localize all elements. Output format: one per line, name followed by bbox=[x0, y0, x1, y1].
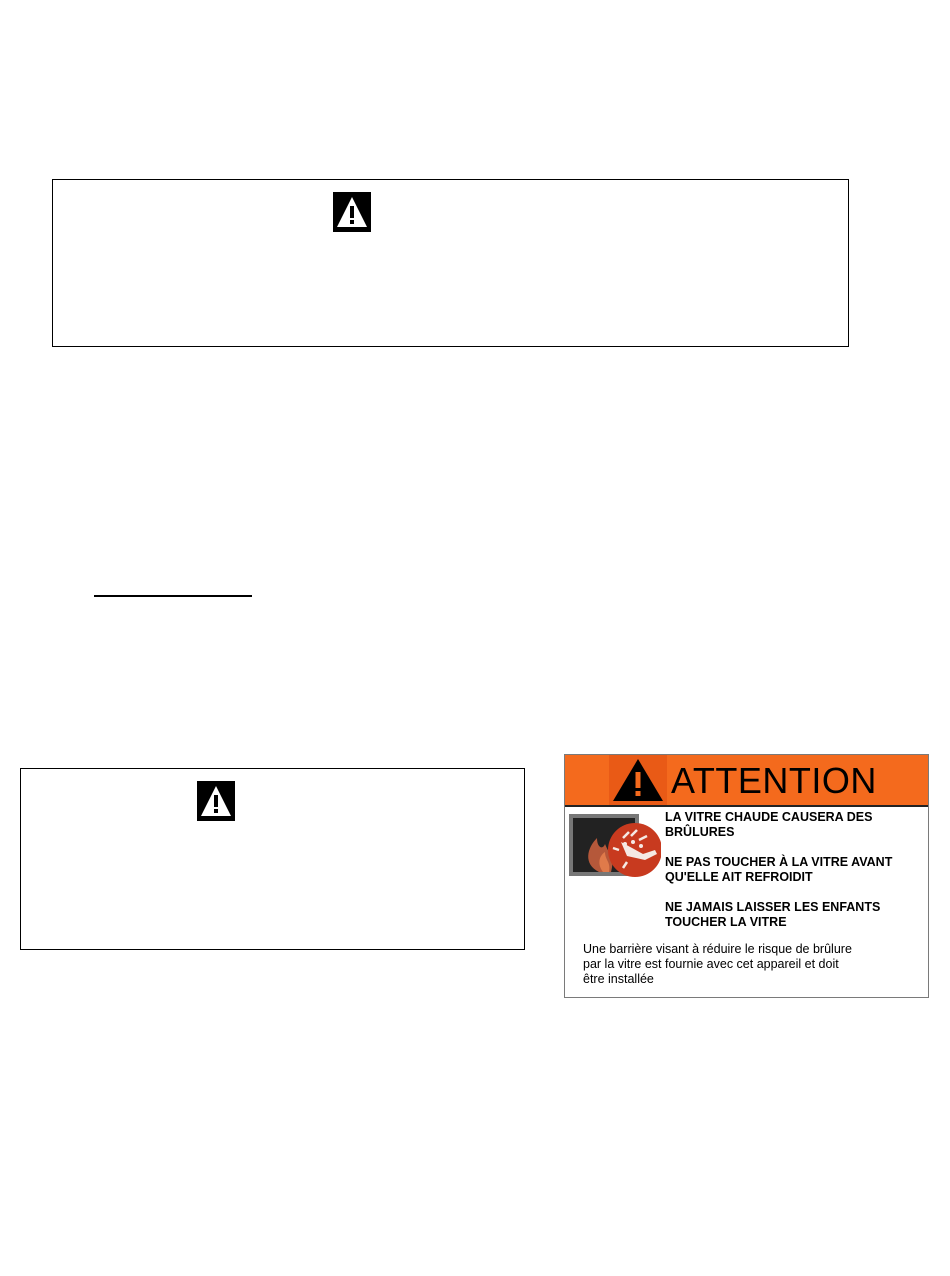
attention-body-line: par la vitre est fournie avec cet appareil et doit bbox=[583, 957, 839, 971]
attention-warning-line: NE PAS TOUCHER À LA VITRE AVANT bbox=[665, 855, 893, 869]
attention-warning-line: LA VITRE CHAUDE CAUSERA DES bbox=[665, 810, 873, 824]
warning-triangle-icon bbox=[333, 192, 371, 232]
section-heading-underline bbox=[94, 595, 252, 597]
hot-glass-burn-icon bbox=[569, 814, 661, 878]
warning-box-top bbox=[52, 179, 849, 347]
attention-heading: ATTENTION bbox=[671, 760, 877, 801]
attention-body-line: Une barrière visant à réduire le risque de brûlure bbox=[583, 942, 852, 956]
warning-triangle-icon bbox=[197, 781, 235, 821]
attention-warning-line: TOUCHER LA VITRE bbox=[665, 915, 787, 929]
warning-box-bottom bbox=[20, 768, 525, 950]
attention-body-line: être installée bbox=[583, 972, 654, 986]
attention-warning-line: QU'ELLE AIT REFROIDIT bbox=[665, 870, 813, 884]
warning-triangle-icon bbox=[609, 755, 667, 805]
attention-warning-line: NE JAMAIS LAISSER LES ENFANTS bbox=[665, 900, 881, 914]
attention-label bbox=[564, 754, 929, 998]
attention-header bbox=[565, 755, 928, 807]
attention-warning-line: BRÛLURES bbox=[665, 825, 735, 839]
